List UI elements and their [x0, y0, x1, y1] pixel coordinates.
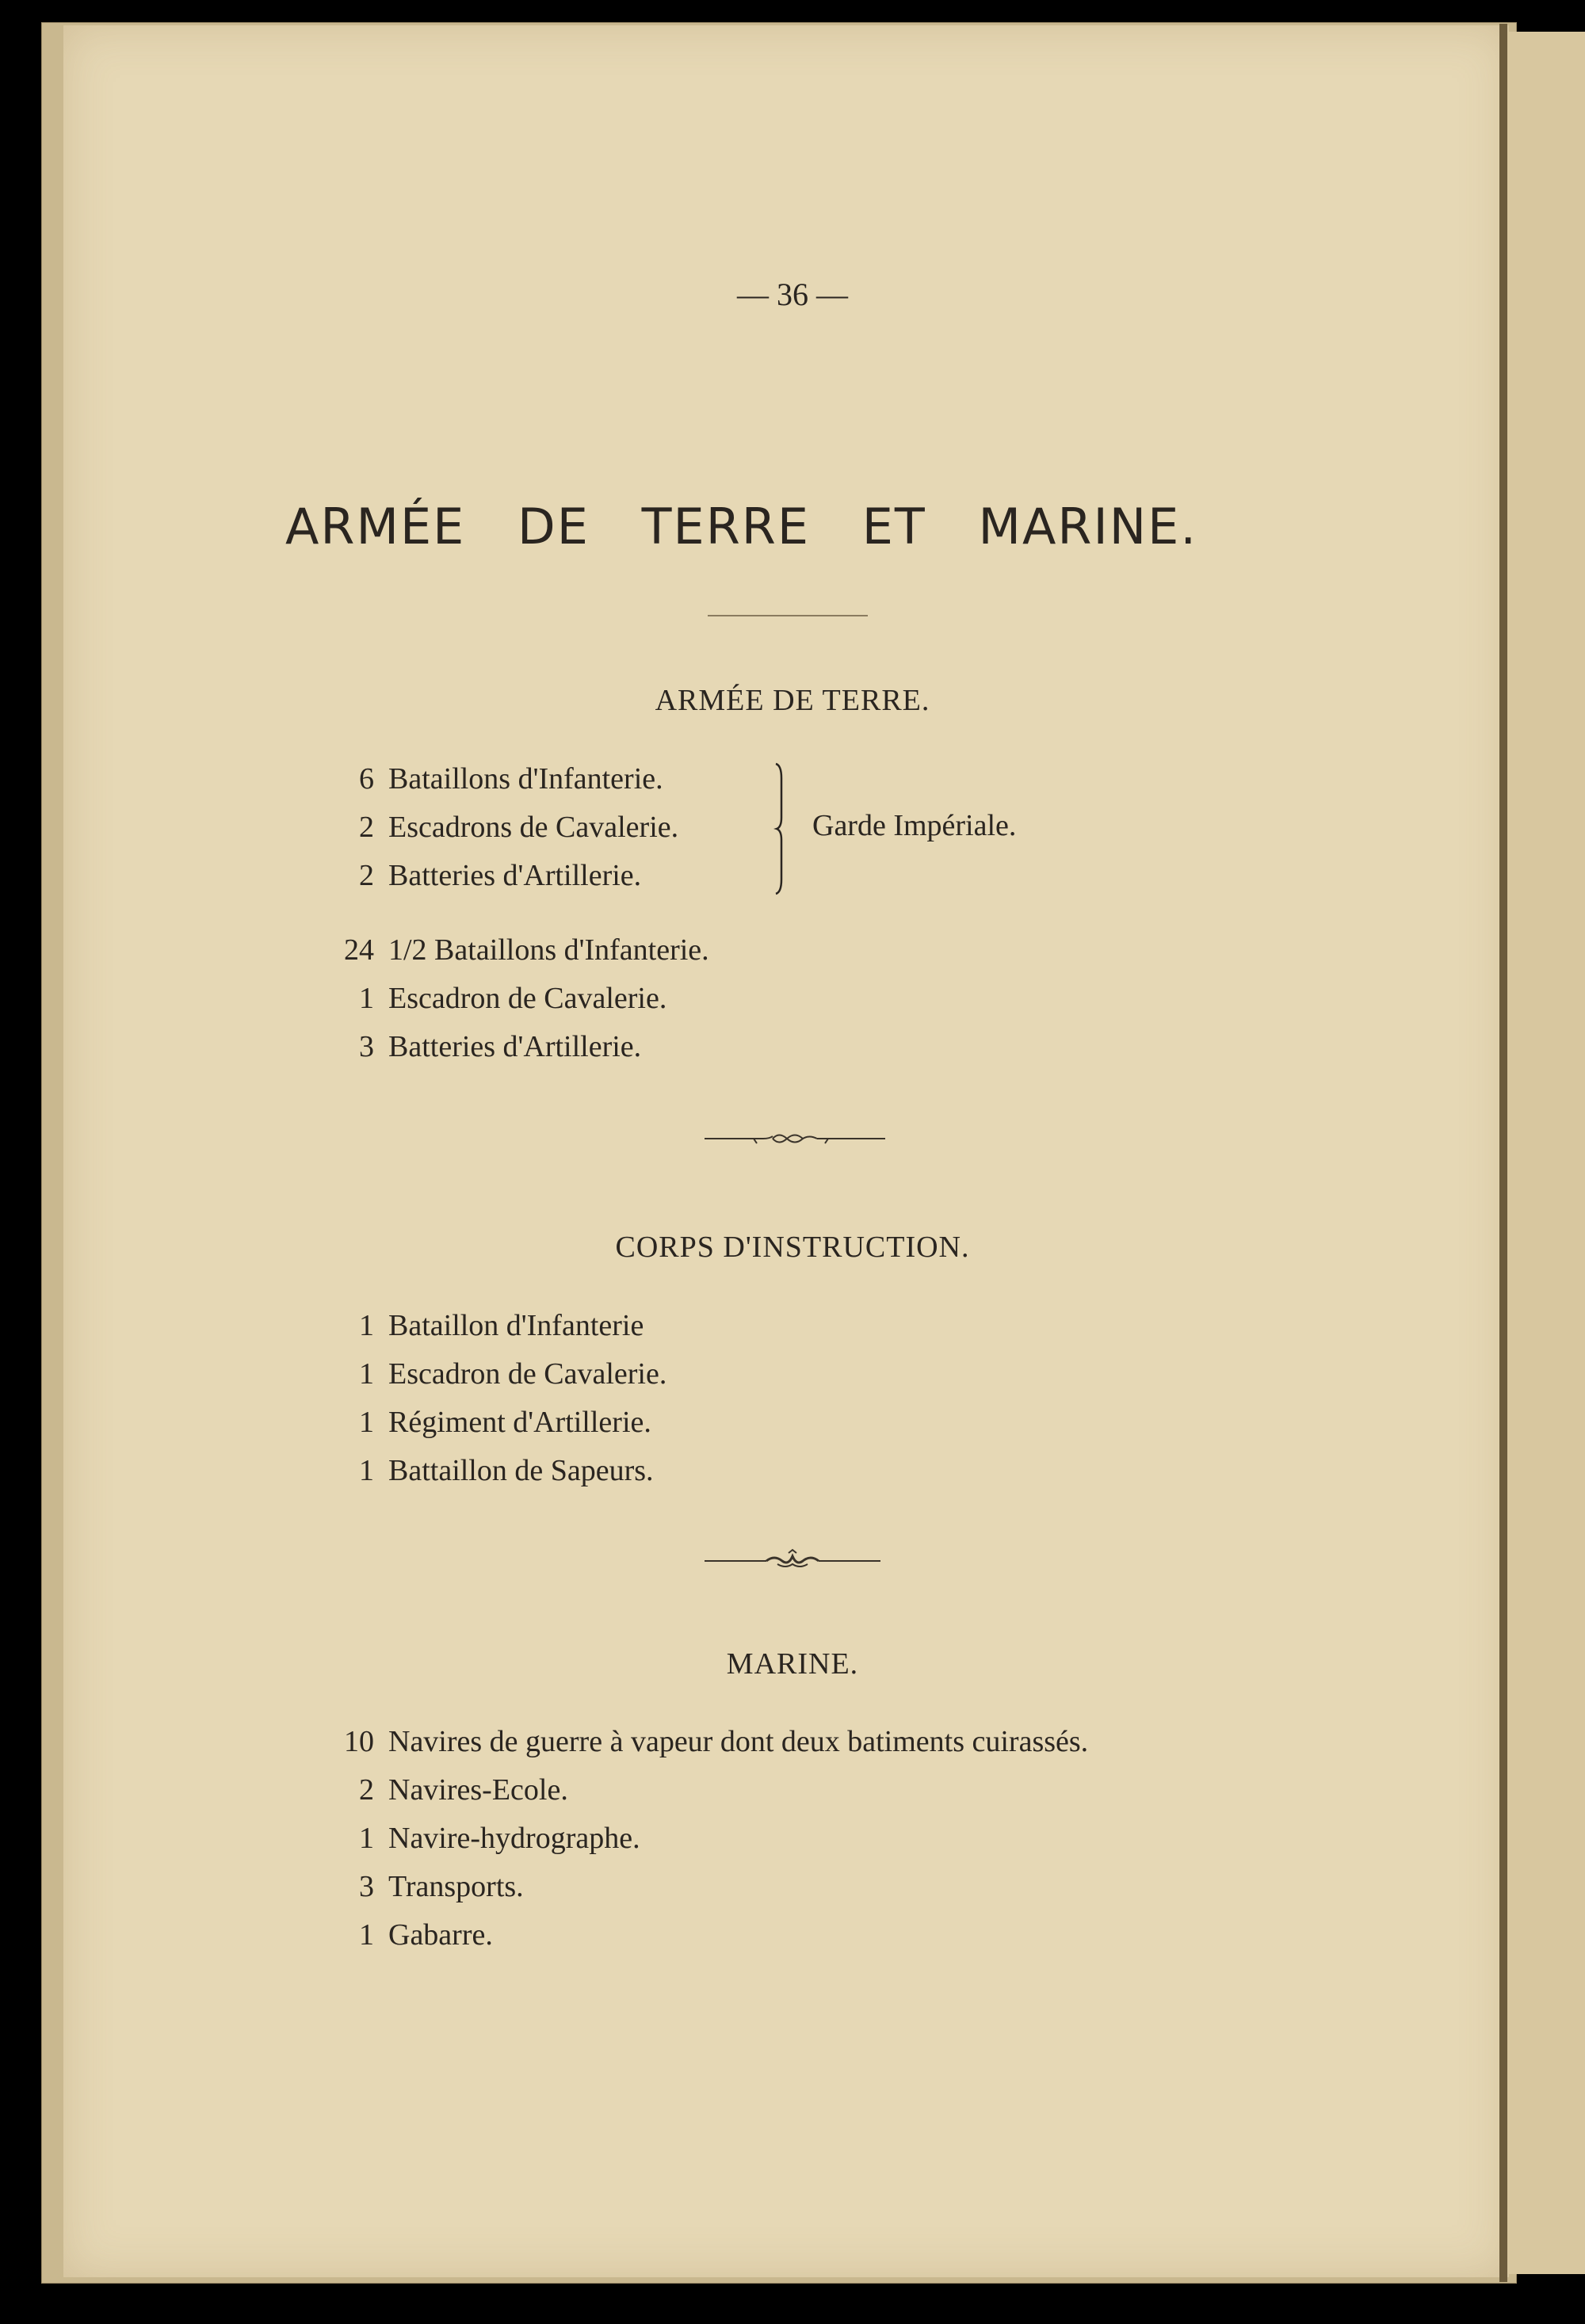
corps-instruction-list	[319, 1302, 666, 1495]
item-text: Batteries d'Artillerie.	[388, 859, 642, 892]
item-count: 1	[359, 1454, 374, 1487]
item-text: Escadrons de Cavalerie.	[388, 811, 679, 844]
item-count: 2	[359, 859, 374, 892]
item-count: 2	[359, 811, 374, 844]
item-text: Escadron de Cavalerie.	[388, 1357, 667, 1391]
title-rule	[708, 615, 868, 616]
list-item	[319, 1815, 1088, 1863]
book-gutter	[1499, 24, 1507, 2282]
list-item	[319, 803, 678, 852]
item-text: Transports.	[388, 1870, 524, 1903]
heading-corps-instruction: CORPS D'INSTRUCTION.	[615, 1231, 970, 1264]
item-text: Escadron de Cavalerie.	[388, 982, 667, 1015]
item-text: Navire-hydrographe.	[388, 1822, 640, 1855]
heading-armee-de-terre: ARMÉE DE TERRE.	[655, 684, 930, 717]
item-text: 1/2 Bataillons d'Infanterie.	[388, 933, 709, 967]
item-count: 2	[359, 1773, 374, 1807]
other-army-list	[319, 926, 709, 1071]
item-text: Bataillons d'Infanterie.	[388, 762, 663, 796]
item-count: 1	[359, 1309, 374, 1342]
list-item	[319, 926, 709, 975]
list-item	[319, 1350, 666, 1399]
item-count: 1	[359, 1357, 374, 1391]
item-text: Navires de guerre à vapeur dont deux batiments cuirassés.	[388, 1725, 1089, 1758]
item-text: Navires-Ecole.	[388, 1773, 568, 1807]
item-text: Régiment d'Artillerie.	[388, 1406, 651, 1439]
item-count: 3	[359, 1030, 374, 1063]
list-item	[319, 1718, 1088, 1766]
item-count: 10	[344, 1725, 374, 1758]
item-count: 1	[359, 1406, 374, 1439]
item-text: Batteries d'Artillerie.	[388, 1030, 642, 1063]
brace-icon	[773, 762, 785, 895]
list-item	[319, 1863, 1088, 1911]
item-count: 6	[359, 762, 374, 796]
list-item	[319, 852, 678, 900]
heading-marine: MARINE.	[726, 1647, 859, 1681]
item-count: 24	[344, 933, 374, 967]
page-title: ARMÉE DE TERRE ET MARINE.	[285, 498, 1198, 555]
flourish-ornament-icon	[701, 1125, 888, 1152]
item-count: 1	[359, 1822, 374, 1855]
list-item	[319, 1766, 1088, 1815]
list-item	[319, 1399, 666, 1447]
list-item	[319, 1302, 666, 1350]
list-item	[319, 1447, 666, 1495]
marine-list	[319, 1718, 1088, 1960]
garde-imperiale-label: Garde Impériale.	[812, 809, 1017, 842]
garde-list	[319, 755, 678, 900]
item-text: Bataillon d'Infanterie	[388, 1309, 644, 1342]
item-count: 1	[359, 982, 374, 1015]
list-item	[319, 1911, 1088, 1960]
list-item	[319, 1023, 709, 1071]
scroll-ornament-icon	[701, 1547, 884, 1575]
list-item	[319, 975, 709, 1023]
next-page-edge	[1507, 32, 1585, 2274]
item-count: 3	[359, 1870, 374, 1903]
list-item	[319, 755, 678, 803]
page-number: — 36 —	[737, 277, 848, 312]
item-text: Gabarre.	[388, 1918, 493, 1952]
item-text: Battaillon de Sapeurs.	[388, 1454, 654, 1487]
item-count: 1	[359, 1918, 374, 1952]
